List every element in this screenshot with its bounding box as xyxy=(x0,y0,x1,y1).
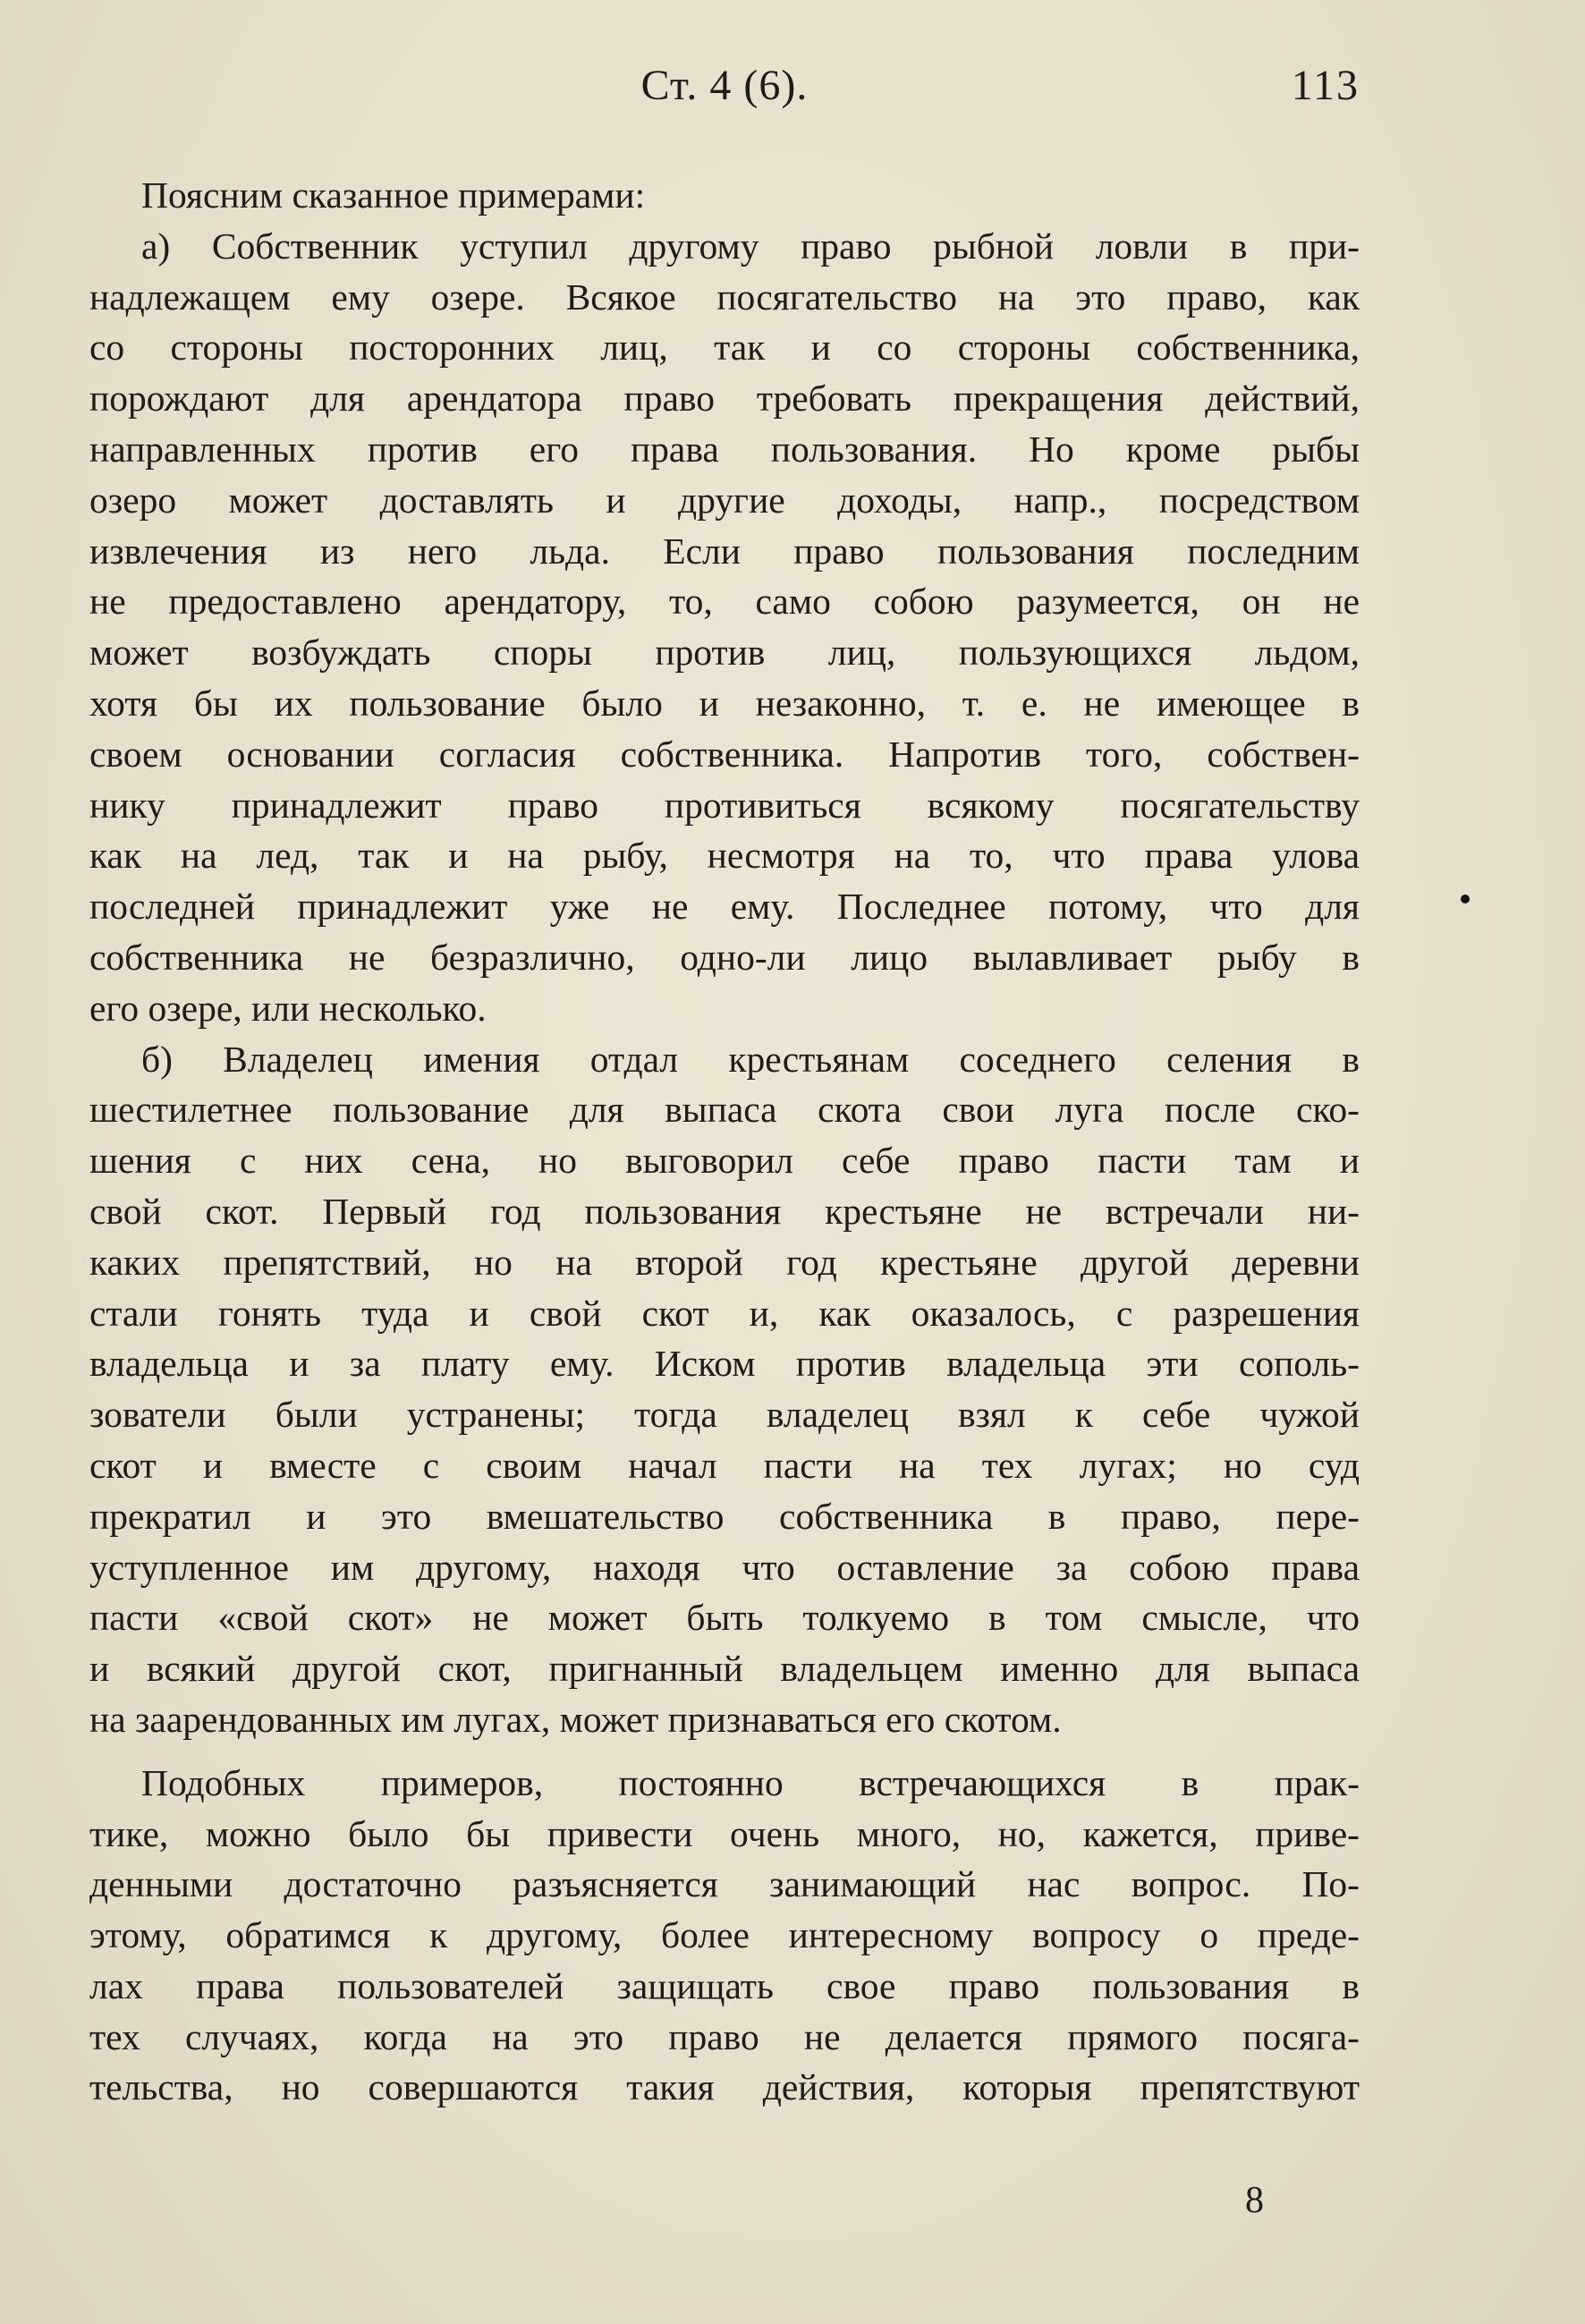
text-line: шестилетнее пользование для выпаса скота свои луга после ско- xyxy=(89,1089,1360,1131)
text-line: тельства, но совершаются такия действия, которыя препятствуют xyxy=(89,2066,1360,2108)
text-line: надлежащем ему озере. Всякое посягательство на это право, как xyxy=(89,276,1360,318)
text-line: денными достаточно разъясняется занимающий нас вопрос. По- xyxy=(89,1863,1360,1905)
text-line: пасти «свой скот» не может быть толкуемо в том смысле, что xyxy=(89,1597,1360,1639)
text-line: тех случаях, когда на это право не делается прямого посяга- xyxy=(89,2015,1360,2057)
text-line: а) Собственник уступил другому право рыбной ловли в при- xyxy=(141,225,1360,267)
text-line: своем основании согласия собственника. Напротив того, собствен- xyxy=(89,733,1360,775)
text-line: Подобных примеров, постоянно встречающихся в прак- xyxy=(141,1761,1360,1803)
paper-speck xyxy=(1461,895,1470,903)
running-head: Ст. 4 (6). xyxy=(640,62,809,109)
text-line: хотя бы их пользование было и незаконно, т. е. не имеющее в xyxy=(89,682,1360,724)
text-line: Поясним сказанное примерами: xyxy=(141,174,646,216)
text-line: уступленное им другому, находя что оставление за собою права xyxy=(89,1546,1360,1588)
text-line: его озере, или несколько. xyxy=(89,987,487,1029)
page-header xyxy=(89,61,1360,123)
text-line: озеро может доставлять и другие доходы, напр., посредством xyxy=(89,479,1360,521)
text-line: каких препятствий, но на второй год крестьяне другой деревни xyxy=(89,1241,1360,1283)
text-line: тике, можно было бы привести очень много, но, кажется, приве- xyxy=(89,1812,1360,1854)
text-line: не предоставлено арендатору, то, само собою разумеется, он не xyxy=(89,581,1360,623)
text-line: скот и вместе с своим начал пасти на тех лугах; но суд xyxy=(89,1444,1360,1486)
text-line: б) Владелец имения отдал крестьянам соседнего селения в xyxy=(141,1038,1360,1080)
text-line: направленных против его права пользования. Но кроме рыбы xyxy=(89,428,1360,470)
text-line: последней принадлежит уже не ему. Последнее потому, что для xyxy=(89,886,1360,928)
text-line: может возбуждать споры против лиц, пользующихся льдом, xyxy=(89,632,1360,674)
text-line: и всякий другой скот, пригнанный владельцем именно для выпаса xyxy=(89,1648,1360,1690)
text-line: со стороны посторонних лиц, так и со стороны собственника, xyxy=(89,327,1360,369)
text-line: свой скот. Первый год пользования крестьяне не встречали ни- xyxy=(89,1190,1360,1232)
text-line: владельца и за плату ему. Иском против владельца эти сополь- xyxy=(89,1343,1360,1385)
text-line: как на лед, так и на рыбу, несмотря на то, что права улова xyxy=(89,835,1360,877)
body-text xyxy=(89,170,1360,2113)
text-line: прекратил и это вмешательство собственника в право, пере- xyxy=(89,1495,1360,1537)
text-line: зователи были устранены; тогда владелец взял к себе чужой xyxy=(89,1394,1360,1436)
text-line: нику принадлежит право противиться всякому посягательству xyxy=(89,784,1360,826)
signature-mark: 8 xyxy=(1245,2180,1264,2221)
text-line: шения с них сена, но выговорил себе право пасти там и xyxy=(89,1140,1360,1182)
text-line: порождают для арендатора право требовать прекращения действий, xyxy=(89,377,1360,420)
text-line: собственника не безразлично, одно-ли лицо вылавливает рыбу в xyxy=(89,936,1360,978)
text-line: стали гонять туда и свой скот и, как оказалось, с разрешения xyxy=(89,1292,1360,1334)
text-line: извлечения из него льда. Если право пользования последним xyxy=(89,530,1360,572)
text-line: этому, обратимся к другому, более интересному вопросу о преде- xyxy=(89,1914,1360,1956)
page-number: 113 xyxy=(1291,62,1360,109)
text-line: на заарендованных им лугах, может признаваться его скотом. xyxy=(89,1698,1062,1740)
text-line: лах права пользователей защищать свое право пользования в xyxy=(89,1964,1360,2006)
